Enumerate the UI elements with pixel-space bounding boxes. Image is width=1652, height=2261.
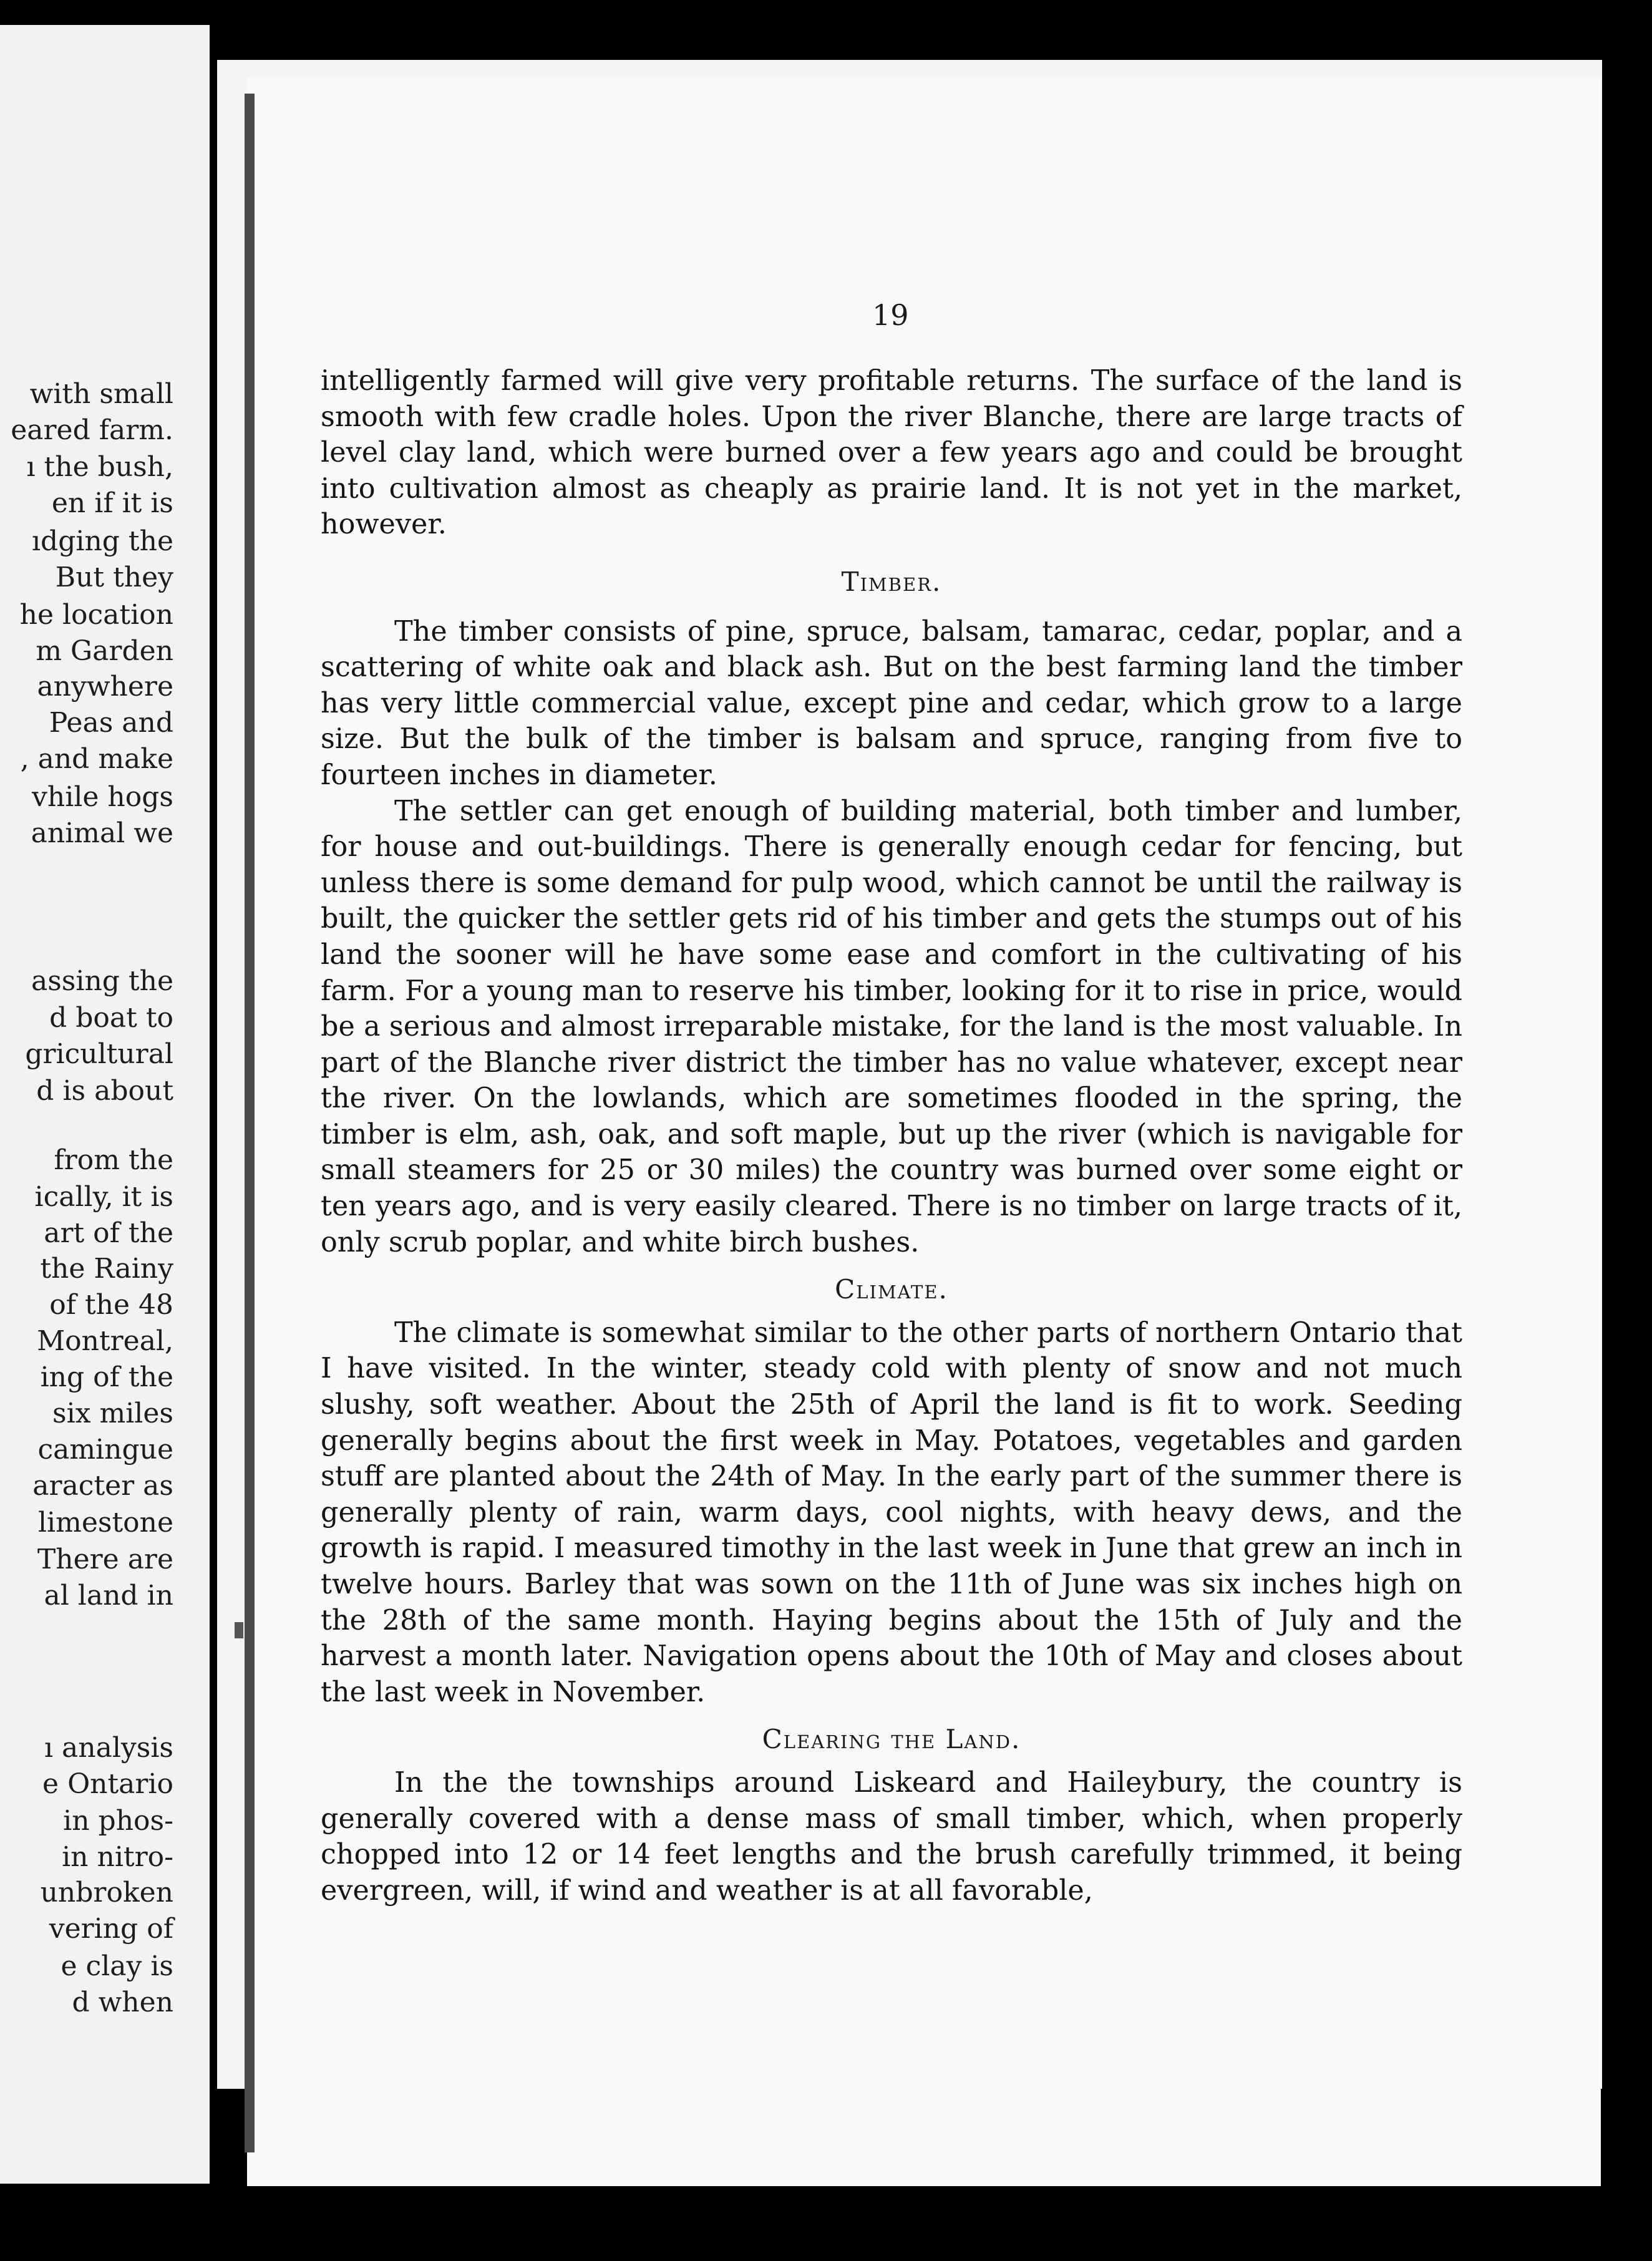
facing-page-line: ıdging the (31, 525, 173, 557)
facing-page-line: d is about (36, 1075, 173, 1107)
facing-page-line: from the (54, 1144, 173, 1176)
facing-page-line: ing of the (40, 1361, 173, 1393)
page-body (321, 363, 1462, 1908)
facing-page-line: But they (55, 562, 173, 593)
facing-page-line: Peas and (49, 707, 173, 739)
facing-page-line: al land in (44, 1580, 173, 1612)
facing-page (0, 25, 210, 2184)
facing-page-line: e clay is (61, 1950, 173, 1982)
facing-page-line: vhile hogs (32, 781, 173, 813)
page-edge-shadow (245, 94, 255, 2152)
facing-page-line: unbroken (40, 1877, 173, 1908)
facing-page-line: art of the (44, 1217, 173, 1249)
facing-page-line: aracter as (32, 1470, 173, 1502)
facing-page-line: in nitro- (62, 1841, 173, 1873)
facing-page-line: of the 48 (49, 1289, 173, 1321)
facing-page-line: assing the (31, 965, 173, 997)
section-heading: Timber. (841, 566, 942, 597)
page-number: 19 (872, 298, 909, 332)
facing-page-line: , and make (20, 743, 173, 775)
facing-page-line: limestone (37, 1507, 173, 1539)
facing-page-line: eared farm. (11, 414, 173, 446)
paragraph: In the the townships around Liskeard and Haileybury, the country is generally covered with a dense mass of small timber, which, when properly chopped into 12 or 14 feet lengths and the brush carefully trimmed, it being evergreen, will, if wind and weather is at all favorable, (321, 1766, 1462, 1907)
section-heading: Clearing the Land. (762, 1724, 1021, 1755)
facing-page-line: ically, it is (34, 1181, 173, 1213)
facing-page-line: he location (19, 599, 173, 631)
section-heading: Climate. (835, 1274, 948, 1305)
facing-page-line: the Rainy (40, 1253, 173, 1285)
paragraph: The timber consists of pine, spruce, balsam, tamarac, cedar, poplar, and a scattering of white oak and black ash. But on the best farming land the timber has very little commercial value, except pine and cedar, which grow to a large size. But the bulk of the timber is balsam and spruce, ranging from five to fourteen inches in diameter. (321, 615, 1462, 791)
facing-page-line: en if it is (51, 487, 173, 519)
facing-page-line: ı analysis (44, 1732, 173, 1764)
facing-page-line: There are (37, 1544, 173, 1575)
facing-page-line: d boat to (49, 1002, 173, 1034)
page-mark (235, 1622, 243, 1638)
paragraph: The settler can get enough of building material, both timber and lumber, for house and out-buildings. There is generally enough cedar for fencing, but unless there is some demand for pulp wood, which cannot be until the railway is built, the quicker the settler gets rid of his timber and gets the stumps out of his land the sooner will he have some ease and comfort in the cultivating of his farm. For a young man to reserve his timber, looking for it to rise in price, would be a serious and almost irreparable mistake, for the land is the most valuable. In part of the Blanche river district the timber has no value whatever, except near the river. On the lowlands, which are sometimes flooded in the spring, the timber is elm, ash, oak, and soft maple, but up the river (which is navigable for small steamers for 25 or 30 miles) the country was burned over some eight or ten years ago, and is very easily cleared. There is no timber on large tracts of it, only scrub poplar, and white birch bushes. (321, 795, 1462, 1258)
facing-page-line: m Garden (36, 635, 173, 667)
facing-page-line: animal we (31, 817, 173, 849)
facing-page-line: six miles (52, 1398, 173, 1429)
facing-page-line: anywhere (37, 671, 173, 703)
facing-page-line: with small (29, 378, 173, 410)
facing-page-line: vering of (49, 1913, 173, 1945)
facing-page-line: camingue (37, 1434, 173, 1466)
facing-page-line: ı the bush, (26, 451, 173, 483)
facing-page-line: gricultural (25, 1038, 173, 1070)
facing-page-line: d when (72, 1986, 173, 2018)
paragraph: The climate is somewhat similar to the other parts of northern Ontario that I have visited. In the winter, steady cold with plenty of snow and not much slushy, soft weather. About the 25th of April the land is fit to work. Seeding generally begins about the first week in May. Potatoes, vegetables and garden stuff are planted about the 24th of May. In the early part of the summer there is generally plenty of rain, warm days, cool nights, with heavy dews, and the growth is rapid. I measured timothy in the last week in June that grew an inch in twelve hours. Barley that was sown on the 11th of June was six inches high on the 28th of the same month. Haying begins about the 15th of July and the harvest a month later. Navigation opens about the 10th of May and closes about the last week in November. (321, 1316, 1462, 1708)
paragraph: intelligently farmed will give very profitable returns. The surface of the land is smooth with few cradle holes. Upon the river Blanche, there are large tracts of level clay land, which were burned over a few years ago and could be brought into cultivation almost as cheaply as prairie land. It is not yet in the market, however. (321, 365, 1462, 541)
facing-page-line: e Ontario (42, 1768, 173, 1800)
facing-page-line: in phos- (63, 1805, 173, 1837)
facing-page-line: Montreal, (37, 1325, 173, 1357)
